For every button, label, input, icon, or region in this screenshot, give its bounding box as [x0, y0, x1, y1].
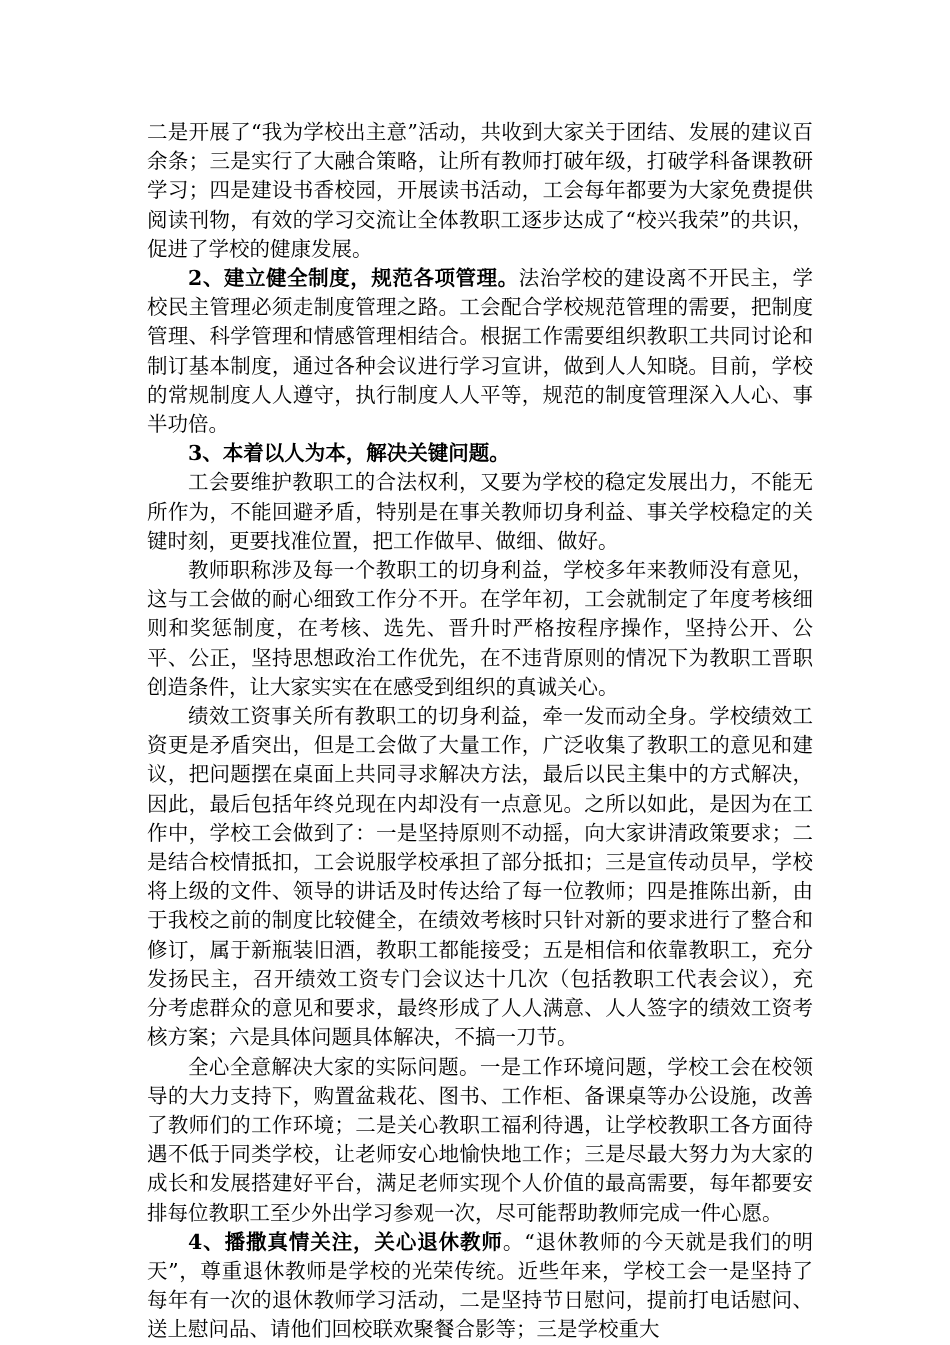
paragraph-7-text: 全心全意解决大家的实际问题。一是工作环境问题，学校工会在校领导的大力支持下，购置盆栽花、图书、工作柜、备课桌等办公设施，改善了教师们的工作环境；二是关心教职工福利待遇，让学校教职工各方面待遇不低于同类学校，让老师安心地愉快地工作；三是尽最大努力为大家的成长和发展搭建好平台，满足老师实现个人价值的最高需要，每年都要安排每位教职工至少外出学习参观一次，尽可能帮助教师完成一件心愿。: [147, 1054, 813, 1225]
section-heading-4: 4、播撒真情关注，关心退休教师: [188, 1229, 503, 1254]
paragraph-2-text: 法治学校的建设离不开民主，学校民主管理必须走制度管理之路。工会配合学校规范管理的需要，把制度管理、科学管理和情感管理相结合。根据工作需要组织教职工共同讨论和制订基本制度，通过各种会议进行学习宣讲，做到人人知晓。目前，学校的常规制度人人遵守，执行制度人人平等，规范的制度管理深入人心、事半功倍。: [147, 266, 814, 437]
paragraph-3: [147, 439, 813, 468]
paragraph-7: [147, 1053, 813, 1228]
document-body: [147, 118, 813, 1345]
paragraph-1-text: 二是开展了“我为学校出主意”活动，共收到大家关于团结、发展的建议百余条；三是实行了大融合策略，让所有教师打破年级，打破学科备课教研学习；四是建设书香校园，开展读书活动，工会每年都要为大家免费提供阅读刊物，有效的学习交流让全体教职工逐步达成了“校兴我荣”的共识，促进了学校的健康发展。: [147, 120, 813, 261]
section-heading-2: 2、建立健全制度，规范各项管理。: [188, 266, 519, 291]
paragraph-5-text: 教师职称涉及每一个教职工的切身利益，学校多年来教师没有意见，这与工会做的耐心细致工作分不开。在学年初，工会就制定了年度考核细则和奖惩制度，在考核、选先、晋升时严格按程序操作，坚持公开、公平、公正，坚持思想政治工作优先，在不违背原则的情况下为教职工晋职创造条件，让大家实实在在感受到组织的真诚关心。: [147, 558, 813, 699]
paragraph-6-text: 绩效工资事关所有教职工的切身利益，牵一发而动全身。学校绩效工资更是矛盾突出，但是工会做了大量工作，广泛收集了教职工的意见和建议，把问题摆在桌面上共同寻求解决方法，最后以民主集中的方式解决，因此，最后包括年终兑现在内却没有一点意见。之所以如此，是因为在工作中，学校工会做到了：一是坚持原则不动摇，向大家讲清政策要求；二是结合校情抵扣，工会说服学校承担了部分抵扣；三是宣传动员早，学校将上级的文件、领导的讲话及时传达给了每一位教师；四是推陈出新，由于我校之前的制度比较健全，在绩效考核时只针对新的要求进行了整合和修订，属于新瓶装旧酒，教职工都能接受；五是相信和依靠教职工，充分发扬民主，召开绩效工资专门会议达十几次（包括教职工代表会议），充分考虑群众的意见和要求，最终形成了人人满意、人人签字的绩效工资考核方案；六是具体问题具体解决，不搞一刀节。: [147, 704, 813, 1050]
paragraph-8: [147, 1228, 813, 1345]
section-heading-3: 3、本着以人为本，解决关键问题。: [188, 441, 510, 466]
paragraph-2: [147, 264, 813, 439]
paragraph-4-text: 工会要维护教职工的合法权利，又要为学校的稳定发展出力，不能无所作为，不能回避矛盾，特别是在事关教师切身利益、事关学校稳定的关键时刻，更要找准位置，把工作做早、做细、做好。: [147, 470, 813, 553]
paragraph-8-text: 。“退休教师的今天就是我们的明天”，尊重退休教师是学校的光荣传统。近些年来，学校工会一是坚持了每年有一次的退休教师学习活动，二是坚持节日慰问，提前打电话慰问、送上慰问品、请他们回校联欢聚餐合影等；三是学校重大: [147, 1229, 813, 1342]
paragraph-1: [147, 118, 813, 264]
paragraph-5: [147, 556, 813, 702]
paragraph-4: [147, 468, 813, 556]
paragraph-6: [147, 702, 813, 1052]
